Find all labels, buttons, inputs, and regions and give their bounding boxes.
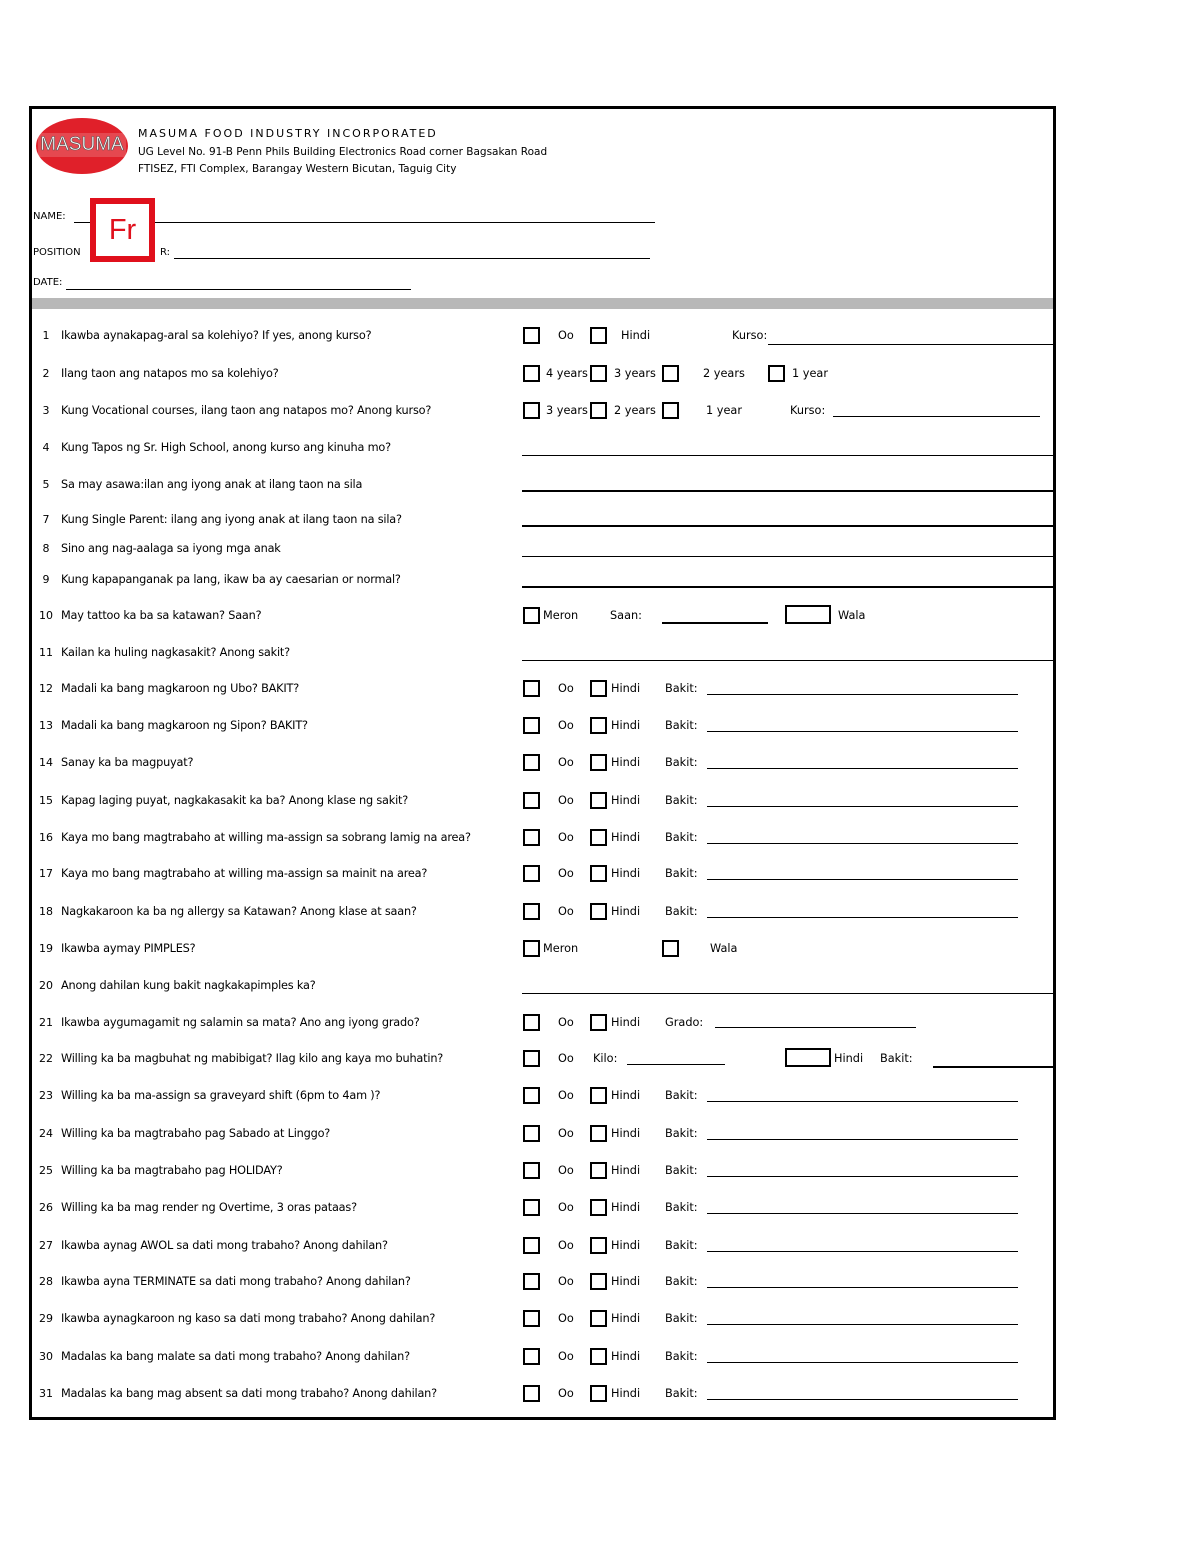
question-text: Willing ka ba mag render ng Overtime, 3 oras pataas? [61, 1201, 357, 1214]
option-hindi: Hindi [611, 1350, 641, 1363]
masuma-logo [35, 117, 129, 175]
kurso-field[interactable] [768, 344, 1056, 345]
bakit-field[interactable] [707, 1287, 1018, 1288]
bakit-field[interactable] [707, 731, 1018, 732]
question-number: 22 [39, 1052, 53, 1065]
bakit-field[interactable] [707, 917, 1018, 918]
checkbox-hindi[interactable] [590, 1162, 607, 1179]
question-text: Anong dahilan kung bakit nagkakapimples ka? [61, 979, 316, 992]
question-number: 24 [39, 1127, 53, 1140]
option-hindi: Hindi [611, 756, 641, 769]
checkbox-2-years[interactable] [590, 402, 607, 419]
bakit-field[interactable] [707, 1213, 1018, 1214]
position-field[interactable] [174, 258, 650, 259]
question-text: Ikawba aynagkaroon ng kaso sa dati mong trabaho? Anong dahilan? [61, 1312, 436, 1325]
question-text: Kung Single Parent: ilang ang iyong anak at ilang taon na sila? [61, 513, 402, 526]
question-number: 15 [39, 794, 53, 807]
option-1-year: 1 year [706, 404, 742, 417]
company-name: MASUMA FOOD INDUSTRY INCORPORATED [138, 127, 438, 140]
question-text: Sanay ka ba magpuyat? [61, 756, 194, 769]
question-text: Madali ka bang magkaroon ng Ubo? BAKIT? [61, 682, 300, 695]
checkbox-hindi[interactable] [590, 1348, 607, 1365]
checkbox-oo[interactable] [523, 792, 540, 809]
question-text: Madalas ka bang malate sa dati mong trabaho? Anong dahilan? [61, 1350, 410, 1363]
checkbox-oo[interactable] [523, 1199, 540, 1216]
bakit-label: Bakit: [665, 756, 698, 769]
question-number: 23 [39, 1089, 53, 1102]
question-number: 31 [39, 1387, 53, 1400]
answer-field[interactable] [522, 490, 1056, 492]
question-number: 4 [42, 441, 50, 454]
checkbox-hindi[interactable] [590, 1199, 607, 1216]
checkbox-hindi[interactable] [590, 1310, 607, 1327]
option-hindi: Hindi [611, 1127, 641, 1140]
checkbox-oo[interactable] [523, 1125, 540, 1142]
bakit-field[interactable] [707, 879, 1018, 880]
question-number: 19 [39, 942, 53, 955]
section-divider [32, 298, 1053, 309]
kurso-field[interactable] [833, 416, 1040, 417]
question-text: Madali ka bang magkaroon ng Sipon? BAKIT? [61, 719, 308, 732]
option-oo: Oo [558, 831, 574, 844]
checkbox-oo[interactable] [523, 717, 540, 734]
option-oo: Oo [558, 329, 574, 342]
checkbox-hindi[interactable] [590, 717, 607, 734]
checkbox-oo[interactable] [523, 1385, 540, 1402]
company-address-1: UG Level No. 91-B Penn Phils Building Electronics Road corner Bagsakan Road [138, 146, 548, 158]
option-oo: Oo [558, 1016, 574, 1029]
option-oo: Oo [558, 756, 574, 769]
option-hindi: Hindi [834, 1052, 864, 1065]
bakit-label: Bakit: [665, 1350, 698, 1363]
question-text: Kung kapapanganak pa lang, ikaw ba ay caesarian or normal? [61, 573, 401, 586]
bakit-label: Bakit: [665, 1089, 698, 1102]
checkbox-meron[interactable] [523, 940, 540, 957]
option-hindi: Hindi [611, 1016, 641, 1029]
bakit-field[interactable] [707, 1324, 1018, 1325]
question-number: 26 [39, 1201, 53, 1214]
option-1-year: 1 year [792, 367, 828, 380]
checkbox-wala[interactable] [785, 605, 831, 624]
option-oo: Oo [558, 905, 574, 918]
position-label-tail: R: [160, 247, 171, 258]
svg-text:MASUMA: MASUMA [40, 134, 124, 155]
option-hindi: Hindi [611, 1201, 641, 1214]
bakit-label: Bakit: [665, 867, 698, 880]
option-hindi: Hindi [611, 1089, 641, 1102]
question-number: 10 [39, 609, 53, 622]
question-text: Nagkakaroon ka ba ng allergy sa Katawan? Anong klase at saan? [61, 905, 417, 918]
question-text: Ikawba aymay PIMPLES? [61, 942, 196, 955]
question-number: 11 [39, 646, 53, 659]
saan-label: Saan: [610, 609, 642, 622]
question-number: 16 [39, 831, 53, 844]
option-2-years: 2 years [614, 404, 656, 417]
option-hindi: Hindi [611, 1275, 641, 1288]
saan-field[interactable] [662, 622, 768, 624]
question-text: Ikawba aynag AWOL sa dati mong trabaho? Anong dahilan? [61, 1239, 388, 1252]
bakit-field[interactable] [707, 1101, 1018, 1102]
checkbox-oo[interactable] [523, 829, 540, 846]
option-oo: Oo [558, 1164, 574, 1177]
checkbox-hindi[interactable] [590, 792, 607, 809]
question-number: 3 [42, 404, 50, 417]
checkbox-oo[interactable] [523, 327, 540, 344]
checkbox-oo[interactable] [523, 680, 540, 697]
question-number: 13 [39, 719, 53, 732]
question-text: Willing ka ba magtrabaho pag Sabado at Linggo? [61, 1127, 331, 1140]
checkbox-wala[interactable] [662, 940, 679, 957]
option-hindi: Hindi [611, 794, 641, 807]
question-text: Sino ang nag-aalaga sa iyong mga anak [61, 542, 281, 555]
question-number: 12 [39, 682, 53, 695]
question-text: Ikawba aygumagamit ng salamin sa mata? Ano ang iyong grado? [61, 1016, 420, 1029]
checkbox-oo[interactable] [523, 754, 540, 771]
bakit-label: Bakit: [665, 682, 698, 695]
option-hindi: Hindi [611, 1312, 641, 1325]
checkbox-oo[interactable] [523, 1087, 540, 1104]
question-text: Willing ka ba magbuhat ng mabibigat? Ilag kilo ang kaya mo buhatin? [61, 1052, 444, 1065]
question-text: Ikawba aynakapag-aral sa kolehiyo? If yes, anong kurso? [61, 329, 372, 342]
checkbox-hindi[interactable] [590, 1273, 607, 1290]
option-hindi: Hindi [611, 905, 641, 918]
bakit-label: Bakit: [665, 794, 698, 807]
checkbox-hindi[interactable] [590, 1385, 607, 1402]
date-label: DATE: [33, 277, 63, 288]
answer-field[interactable] [522, 556, 1056, 557]
question-number: 17 [39, 867, 53, 880]
option-hindi: Hindi [611, 867, 641, 880]
question-number: 7 [42, 513, 50, 526]
question-number: 5 [42, 478, 50, 491]
checkbox-oo[interactable] [523, 865, 540, 882]
answer-field[interactable] [522, 586, 1056, 588]
checkbox-hindi[interactable] [590, 1087, 607, 1104]
checkbox-oo[interactable] [523, 1162, 540, 1179]
bakit-field[interactable] [933, 1066, 1056, 1068]
question-text: Willing ka ba magtrabaho pag HOLIDAY? [61, 1164, 283, 1177]
checkbox-1-year[interactable] [662, 402, 679, 419]
question-text: Willing ka ba ma-assign sa graveyard shift (6pm to 4am )? [61, 1089, 381, 1102]
bakit-label: Bakit: [665, 1312, 698, 1325]
grado-field[interactable] [715, 1027, 916, 1028]
bakit-label: Bakit: [665, 1239, 698, 1252]
option-hindi: Hindi [621, 329, 651, 342]
checkbox-3-years[interactable] [590, 365, 607, 382]
question-number: 29 [39, 1312, 53, 1325]
bakit-field[interactable] [707, 1399, 1018, 1400]
checkbox-hindi[interactable] [590, 865, 607, 882]
question-text: Kapag laging puyat, nagkakasakit ka ba? Anong klase ng sakit? [61, 794, 409, 807]
option-4-years: 4 years [546, 367, 588, 380]
option-hindi: Hindi [611, 682, 641, 695]
checkbox-oo[interactable] [523, 1273, 540, 1290]
checkbox-hindi[interactable] [590, 1237, 607, 1254]
bakit-label: Bakit: [665, 905, 698, 918]
option-3-years: 3 years [614, 367, 656, 380]
option-hindi: Hindi [611, 1387, 641, 1400]
option-oo: Oo [558, 1312, 574, 1325]
checkbox-hindi[interactable] [590, 1014, 607, 1031]
checkbox-hindi[interactable] [590, 829, 607, 846]
option-meron: Meron [543, 942, 579, 955]
checkbox-hindi[interactable] [590, 680, 607, 697]
checkbox-hindi[interactable] [590, 1125, 607, 1142]
checkbox-hindi[interactable] [785, 1048, 831, 1067]
bakit-label: Bakit: [665, 1164, 698, 1177]
checkbox-2-years[interactable] [662, 365, 679, 382]
answer-field[interactable] [522, 455, 1056, 456]
checkbox-oo[interactable] [523, 1348, 540, 1365]
checkbox-oo[interactable] [523, 1014, 540, 1031]
option-oo: Oo [558, 1052, 574, 1065]
kilo-label: Kilo: [593, 1052, 618, 1065]
option-oo: Oo [558, 1239, 574, 1252]
bakit-label: Bakit: [665, 1387, 698, 1400]
kilo-field[interactable] [627, 1064, 725, 1065]
answer-field[interactable] [522, 660, 1056, 661]
kurso-label: Kurso: [732, 329, 768, 342]
option-oo: Oo [558, 1275, 574, 1288]
question-text: Madalas ka bang mag absent sa dati mong trabaho? Anong dahilan? [61, 1387, 437, 1400]
fr-badge: Fr [90, 198, 155, 262]
question-number: 14 [39, 756, 53, 769]
option-oo: Oo [558, 1201, 574, 1214]
checkbox-hindi[interactable] [590, 327, 607, 344]
bakit-label: Bakit: [665, 1201, 698, 1214]
option-oo: Oo [558, 1089, 574, 1102]
checkbox-oo[interactable] [523, 903, 540, 920]
bakit-label: Bakit: [665, 1127, 698, 1140]
bakit-field[interactable] [707, 1176, 1018, 1177]
question-text: Ikawba ayna TERMINATE sa dati mong trabaho? Anong dahilan? [61, 1275, 411, 1288]
question-text: May tattoo ka ba sa katawan? Saan? [61, 609, 262, 622]
bakit-label: Bakit: [665, 831, 698, 844]
grado-label: Grado: [665, 1016, 704, 1029]
question-number: 27 [39, 1239, 53, 1252]
question-text: Kailan ka huling nagkasakit? Anong sakit? [61, 646, 290, 659]
question-number: 8 [42, 542, 50, 555]
checkbox-oo[interactable] [523, 1237, 540, 1254]
question-number: 18 [39, 905, 53, 918]
option-oo: Oo [558, 794, 574, 807]
option-hindi: Hindi [611, 719, 641, 732]
option-hindi: Hindi [611, 831, 641, 844]
question-number: 30 [39, 1350, 53, 1363]
question-number: 2 [42, 367, 50, 380]
checkbox-meron[interactable] [523, 607, 540, 624]
bakit-field[interactable] [707, 843, 1018, 844]
question-text: Kaya mo bang magtrabaho at willing ma-assign sa mainit na area? [61, 867, 428, 880]
option-wala: Wala [838, 609, 866, 622]
question-number: 1 [42, 329, 50, 342]
bakit-field[interactable] [707, 1139, 1018, 1140]
question-number: 21 [39, 1016, 53, 1029]
question-text: Sa may asawa:ilan ang iyong anak at ilang taon na sila [61, 478, 363, 491]
question-text: Kung Tapos ng Sr. High School, anong kurso ang kinuha mo? [61, 441, 391, 454]
bakit-field[interactable] [707, 806, 1018, 807]
kurso-label: Kurso: [790, 404, 826, 417]
question-number: 25 [39, 1164, 53, 1177]
option-hindi: Hindi [611, 1239, 641, 1252]
option-3-years: 3 years [546, 404, 588, 417]
checkbox-oo[interactable] [523, 1310, 540, 1327]
checkbox-hindi[interactable] [590, 754, 607, 771]
bakit-field[interactable] [707, 1362, 1018, 1363]
checkbox-hindi[interactable] [590, 903, 607, 920]
bakit-label: Bakit: [665, 1275, 698, 1288]
question-text: Kaya mo bang magtrabaho at willing ma-assign sa sobrang lamig na area? [61, 831, 471, 844]
checkbox-1-year[interactable] [768, 365, 785, 382]
date-field[interactable] [66, 289, 411, 290]
checkbox-3-years[interactable] [523, 402, 540, 419]
question-number: 28 [39, 1275, 53, 1288]
checkbox-oo[interactable] [523, 1050, 540, 1067]
answer-field[interactable] [522, 993, 1056, 994]
name-label: NAME: [33, 211, 66, 222]
name-field[interactable] [74, 222, 655, 223]
option-oo: Oo [558, 719, 574, 732]
bakit-label: Bakit: [880, 1052, 913, 1065]
question-number: 9 [42, 573, 50, 586]
bakit-label: Bakit: [665, 719, 698, 732]
question-number: 20 [39, 979, 53, 992]
option-oo: Oo [558, 867, 574, 880]
checkbox-4-years[interactable] [523, 365, 540, 382]
option-2-years: 2 years [703, 367, 745, 380]
option-wala: Wala [710, 942, 738, 955]
position-label: POSITION [33, 247, 81, 258]
answer-field[interactable] [522, 525, 1056, 527]
option-oo: Oo [558, 1387, 574, 1400]
option-hindi: Hindi [611, 1164, 641, 1177]
bakit-field[interactable] [707, 768, 1018, 769]
company-address-2: FTISEZ, FTI Complex, Barangay Western Bicutan, Taguig City [138, 163, 457, 175]
option-oo: Oo [558, 682, 574, 695]
option-oo: Oo [558, 1127, 574, 1140]
option-oo: Oo [558, 1350, 574, 1363]
question-text: Ilang taon ang natapos mo sa kolehiyo? [61, 367, 279, 380]
option-meron: Meron [543, 609, 579, 622]
bakit-field[interactable] [707, 1251, 1018, 1252]
question-text: Kung Vocational courses, ilang taon ang natapos mo? Anong kurso? [61, 404, 432, 417]
bakit-field[interactable] [707, 694, 1018, 695]
